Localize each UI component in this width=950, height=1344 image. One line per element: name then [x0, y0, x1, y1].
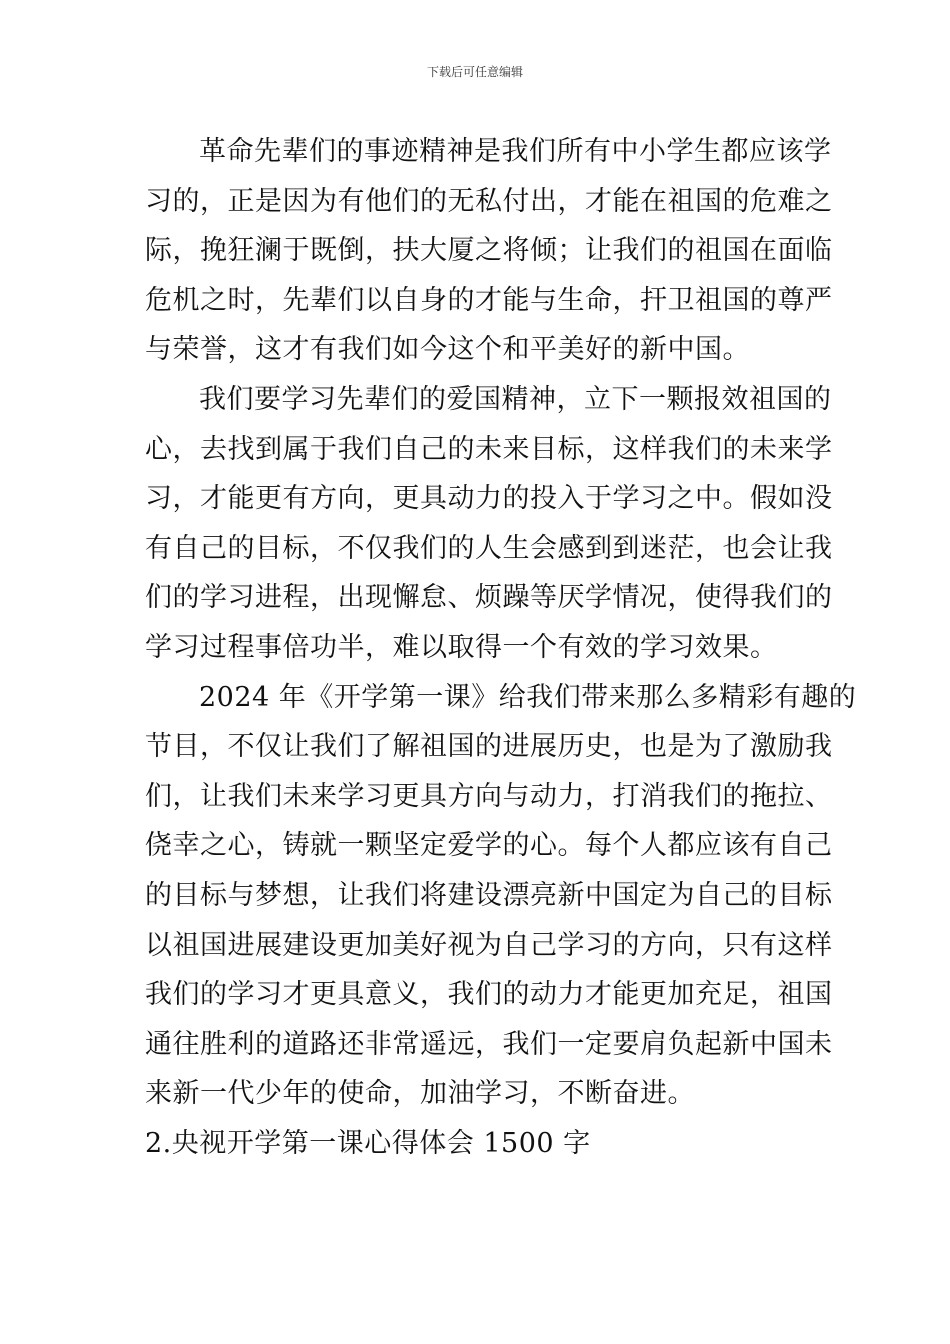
- text-line: 通往胜利的道路还非常遥远，我们一定要肩负起新中国未: [145, 1028, 833, 1060]
- paragraph-3: [145, 673, 857, 1119]
- text-line: 有自己的目标，不仅我们的人生会感到到迷茫，也会让我: [145, 532, 833, 564]
- page-header-note: 下载后可任意编辑: [426, 65, 523, 79]
- text-line: 2024 年《开学第一课》给我们带来那么多精彩有趣的: [199, 681, 857, 713]
- text-line: 节目，不仅让我们了解祖国的进展历史，也是为了激励我: [145, 731, 833, 763]
- text-line: 心，去找到属于我们自己的未来目标，这样我们的未来学: [145, 433, 833, 465]
- text-line: 际，挽狂澜于既倒，扶大厦之将倾；让我们的祖国在面临: [145, 235, 833, 267]
- paragraph-1: [145, 127, 833, 375]
- text-line: 革命先辈们的事迹精神是我们所有中小学生都应该学: [199, 136, 832, 167]
- text-line: 以祖国进展建设更加美好视为自己学习的方向，只有这样: [145, 929, 833, 961]
- text-line: 我们要学习先辈们的爱国精神，立下一颗报效祖国的: [199, 383, 832, 415]
- text-line: 习，才能更有方向，更具动力的投入于学习之中。假如没: [145, 483, 833, 515]
- text-line: 我们的学习才更具意义，我们的动力才能更加充足，祖国: [145, 979, 833, 1011]
- text-line: 与荣誉，这才有我们如今这个和平美好的新中国。: [145, 334, 750, 366]
- text-line: 的目标与梦想，让我们将建设漂亮新中国定为自己的目标: [145, 879, 833, 911]
- paragraph-2: [145, 375, 833, 673]
- text-line: 习的，正是因为有他们的无私付出，才能在祖国的危难之: [145, 185, 833, 217]
- text-line: 危机之时，先辈们以自身的才能与生命，扞卫祖国的尊严: [145, 284, 833, 316]
- section-heading: 2.央视开学第一课心得体会 1500 字: [145, 1127, 591, 1159]
- text-line: 们，让我们未来学习更具方向与动力，打消我们的拖拉、: [145, 780, 833, 812]
- document-body: [145, 127, 857, 1168]
- text-line: 们的学习进程，出现懈怠、烦躁等厌学情况，使得我们的: [145, 582, 833, 614]
- text-line: 学习过程事倍功半，难以取得一个有效的学习效果。: [145, 631, 778, 663]
- text-line: 来新一代少年的使命，加油学习，不断奋进。: [145, 1078, 695, 1110]
- text-line: 侥幸之心，铸就一颗坚定爱学的心。每个人都应该有自己: [145, 830, 833, 862]
